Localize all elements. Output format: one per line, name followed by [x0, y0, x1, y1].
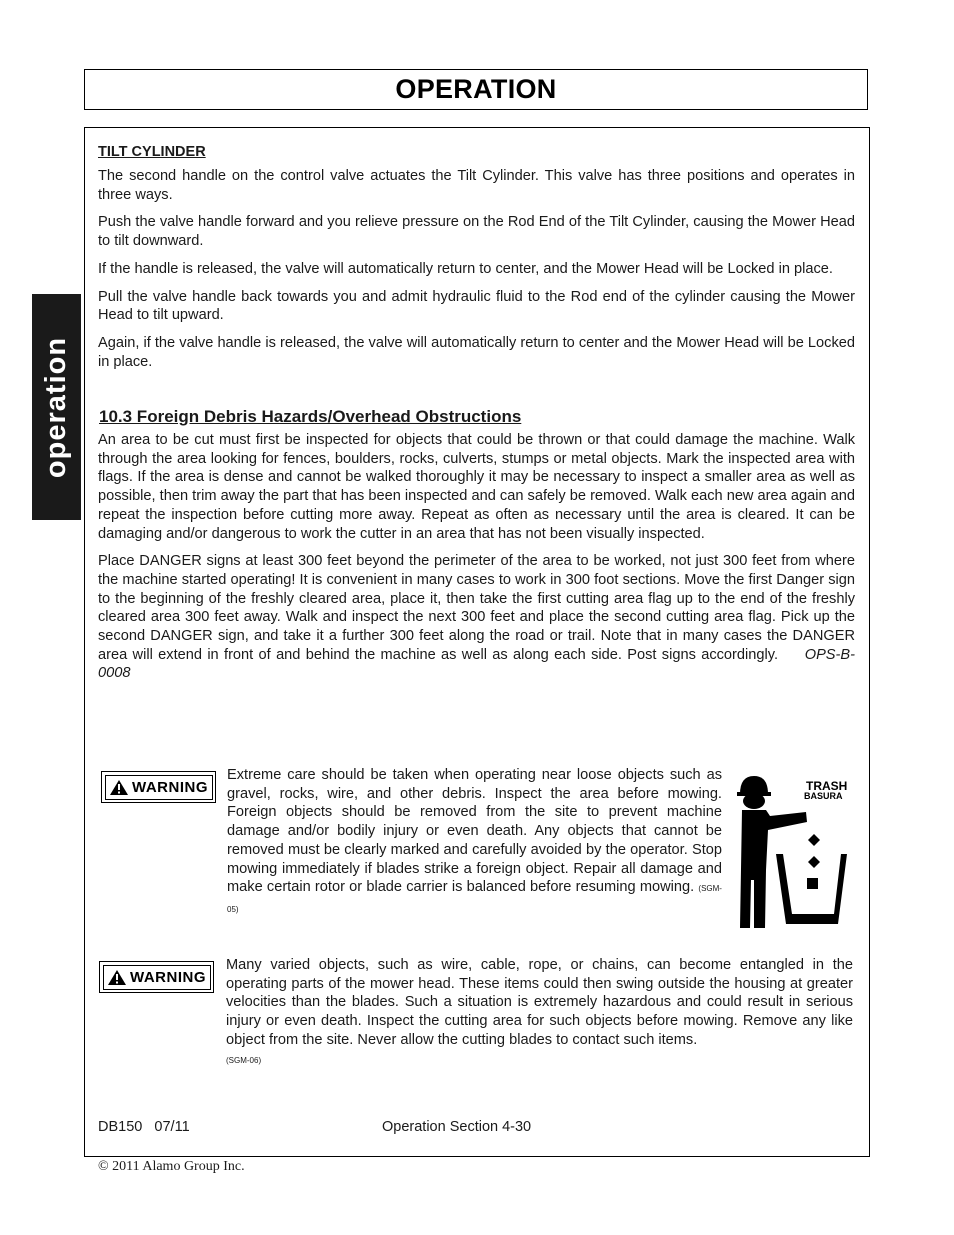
- warning-label-inner: [105, 775, 213, 800]
- warning-label: [101, 771, 216, 803]
- warning-body: Extreme care should be taken when operating near loose objects such as gravel, rocks, wire, and other debris. Inspect the area before mowing. Foreign objects should be removed from the site to prevent machine damage and/or bodily injury or even death. Any objects that cannot be removed must be clearly marked and carefully avoided by the operator. Stop mowing immediately if blades strike a foreign object. Repair all damage and make certain rotor or blade carrier is balanced before resuming mowing.: [227, 767, 722, 896]
- tilt-paragraph: If the handle is released, the valve will automatically return to center, and the Mower Head will be Locked in place.: [98, 260, 833, 277]
- pictogram-label-es: BASURA: [804, 791, 843, 801]
- trash-pictogram-icon: [734, 770, 850, 932]
- tilt-paragraph: Again, if the valve handle is released, the valve will automatically return to center and the Mower Head will be Locked in place.: [98, 334, 855, 370]
- warning-code: (SGM-05): [227, 884, 722, 914]
- section-paragraph: An area to be cut must first be inspected for objects that could be thrown or that could damage the machine. Walk through the area looking for fences, boulders, rocks, culverts, stumps or metal objects. Mark the inspected area with flags. If the area is dense and cannot be walked thoroughly it may be necessary to inspect a smaller area as well as possible, then trim away the part that has been inspected and can safely be removed. Walk each new area again and repeat the inspection before cutting more away. Repeat as often as necessary until the area is cleared. It can be damaging and/or dangerous to work the cutter in an area that has not been visually inspected.: [98, 432, 855, 542]
- page-header: [84, 69, 868, 110]
- section-paragraph-text: Place DANGER signs at least 300 feet beyond the perimeter of the area to be worked, not just 300 feet from where the machine started operating! It is convenient in many cases to work in 300 foot sections. Move the first Danger sign to the beginning of the freshly cleared area, place it, then take the first cutting area flag up to the end of the freshly cleared area 300 feet away. Walk and inspect the next 300 feet and place the second cutting area flag. Pick up the second DANGER sign, and take it a further 300 feet along the road or trail. Note that in many cases the DANGER area will extend in front of and behind the machine as well as along each side. Post signs accordingly.: [98, 553, 855, 663]
- side-tab: [32, 294, 81, 520]
- warning-label: [99, 961, 214, 993]
- footer-model-date: DB150 07/11: [98, 1119, 190, 1135]
- warning-triangle-icon: [107, 969, 127, 986]
- side-tab-label: operation: [40, 336, 72, 478]
- tilt-cylinder-heading: TILT CYLINDER: [98, 144, 206, 160]
- warning-word: WARNING: [130, 968, 206, 986]
- foreign-debris-section: [98, 407, 855, 692]
- reference-code: OPS-B- 0008: [98, 646, 855, 682]
- section-heading: 10.3 Foreign Debris Hazards/Overhead Obstructions: [99, 407, 522, 426]
- tilt-paragraph: Push the valve handle forward and you relieve pressure on the Rod End of the Tilt Cylinder, causing the Mower Head to tilt downward.: [98, 214, 855, 250]
- tilt-paragraph: The second handle on the control valve actuates the Tilt Cylinder. This valve has three positions and operates in three ways.: [98, 168, 855, 203]
- warning-word: WARNING: [132, 778, 208, 796]
- section-paragraph: [98, 552, 855, 683]
- warning-body: Many varied objects, such as wire, cable, rope, or chains, can become entangled in the operating parts of the mower head. These items could then swing outside the housing at greater velocities than the blades. Such a situation is extremely hazardous and could result in serious injury or even death. Inspect the cutting area for such objects before mowing. Remove any like object from the site. Never allow the cutting blades to contact such items.: [226, 957, 853, 1048]
- page-title: OPERATION: [395, 74, 557, 104]
- warning-text: [227, 766, 722, 920]
- tilt-paragraph: Pull the valve handle back towards you and admit hydraulic fluid to the Rod end of the cylinder causing the Mower Head to tilt upward.: [98, 288, 855, 324]
- footer-section-page: Operation Section 4-30: [382, 1119, 532, 1135]
- warning-triangle-icon: [109, 779, 129, 796]
- tilt-cylinder-section: [98, 144, 855, 380]
- warning-text: [226, 956, 853, 1070]
- copyright: © 2011 Alamo Group Inc.: [98, 1159, 245, 1174]
- pictogram-label-en: TRASH: [806, 779, 848, 793]
- warning-code: (SGM-06): [226, 1055, 262, 1065]
- warning-label-inner: [103, 965, 211, 990]
